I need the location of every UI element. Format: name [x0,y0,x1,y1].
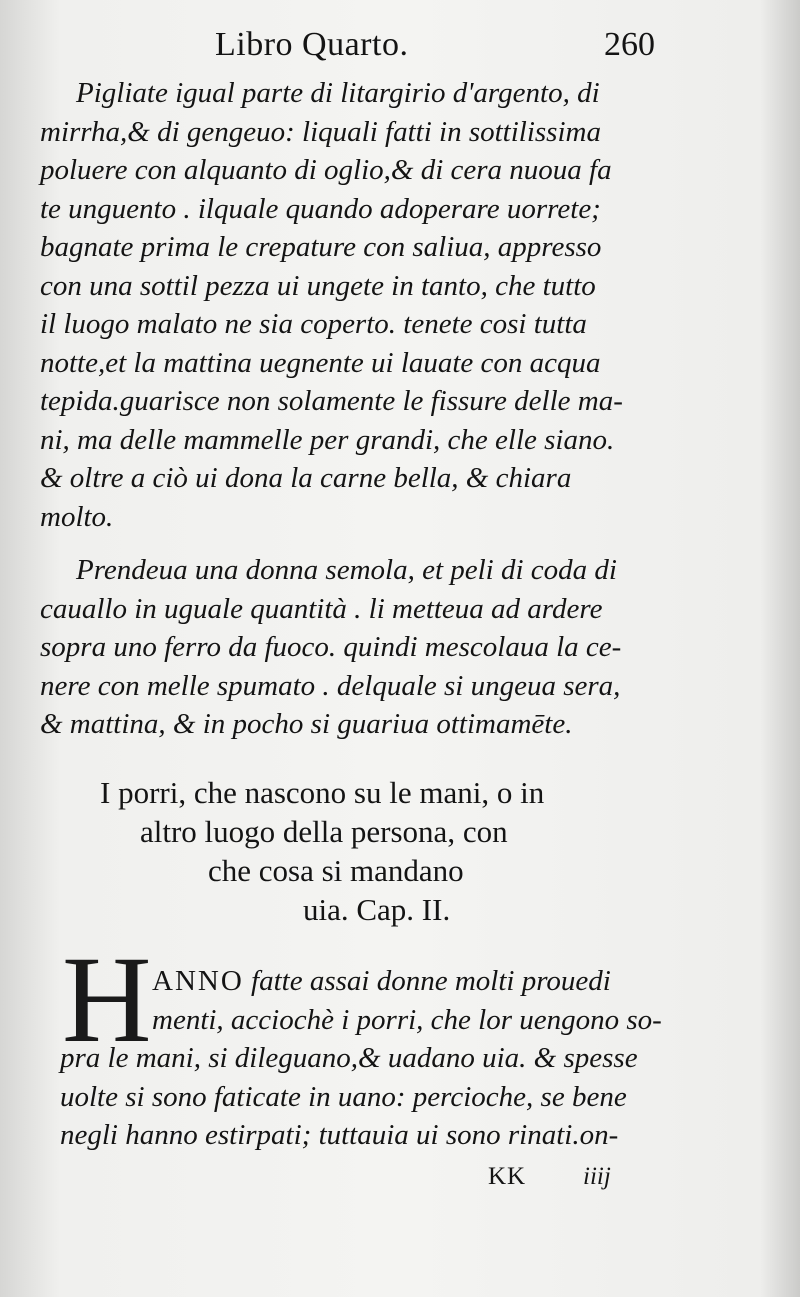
text-line: tepida.guarisce non solamente le fissure delle ma- [40,385,623,417]
page-edge-shadow [760,0,800,1297]
drop-cap-initial: H [62,931,152,1068]
text-line: negli hanno estirpati; tuttauia ui sono rinati.on- [60,1119,619,1151]
text-line: uolte si sono faticate in uano: percioche, se bene [60,1080,627,1113]
text-line: il luogo malato ne sia coperto. tenete cosi tutta [40,308,587,340]
text-line-rest: fatte assai donne molti prouedi [251,965,611,997]
text-line: pra le mani, si dileguano,& uadano uia. & spesse [60,1042,638,1074]
text-line: Prendeua una donna semola, et peli di coda di [76,554,617,586]
heading-line: I porri, che nascono su le mani, o in [100,775,545,810]
page-footer [488,1163,648,1197]
text-line: molto. [40,500,114,533]
first-word-small-caps: ANNO [152,965,244,997]
heading-line: che cosa si mandano [208,853,464,888]
heading-line: altro luogo della persona, con [140,814,508,849]
paragraph-chapter-opening [60,962,700,1155]
paragraph-remedy-semola [40,551,680,744]
folio-number: iiij [583,1163,611,1190]
text-line: nere con melle spumato . delquale si ungeua sera, [40,669,621,702]
text-line: & oltre a ciò ui dona la carne bella, & chiara [40,462,572,494]
text-line: te unguento . ilquale quando adoperare uorrete; [40,192,601,225]
text-line: con una sottil pezza ui ungete in tanto, che tutto [40,269,596,302]
page-number: 260 [604,26,655,63]
text-line: Pigliate igual parte di litargirio d'argento, di [76,77,600,109]
chapter-heading [80,773,680,929]
text-line: mirrha,& di gengeuo: liquali fatti in sottilissima [40,115,601,148]
text-line: ni, ma delle mammelle per grandi, che elle siano. [40,423,615,456]
page-header [215,26,655,70]
running-title: Libro Quarto. [215,26,409,63]
paragraph-remedy-ointment [40,74,680,536]
text-line: notte,et la mattina uegnente ui lauate con acqua [40,346,601,379]
text-line: bagnate prima le crepature con saliua, appresso [40,231,602,263]
text-line: sopra uno ferro da fuoco. quindi mescolaua la ce- [40,631,622,663]
signature-mark: KK [488,1163,527,1190]
text-line [60,962,700,1001]
text-line: poluere con alquanto di oglio,& di cera nuoua fa [40,154,612,186]
heading-line: uia. Cap. II. [303,892,451,927]
text-line: cauallo in uguale quantità . li metteua ad ardere [40,592,603,625]
text-line: & mattina, & in pocho si guariua ottimamēte. [40,708,573,740]
text-line: menti, acciochè i porri, che lor uengono so- [152,1003,662,1036]
